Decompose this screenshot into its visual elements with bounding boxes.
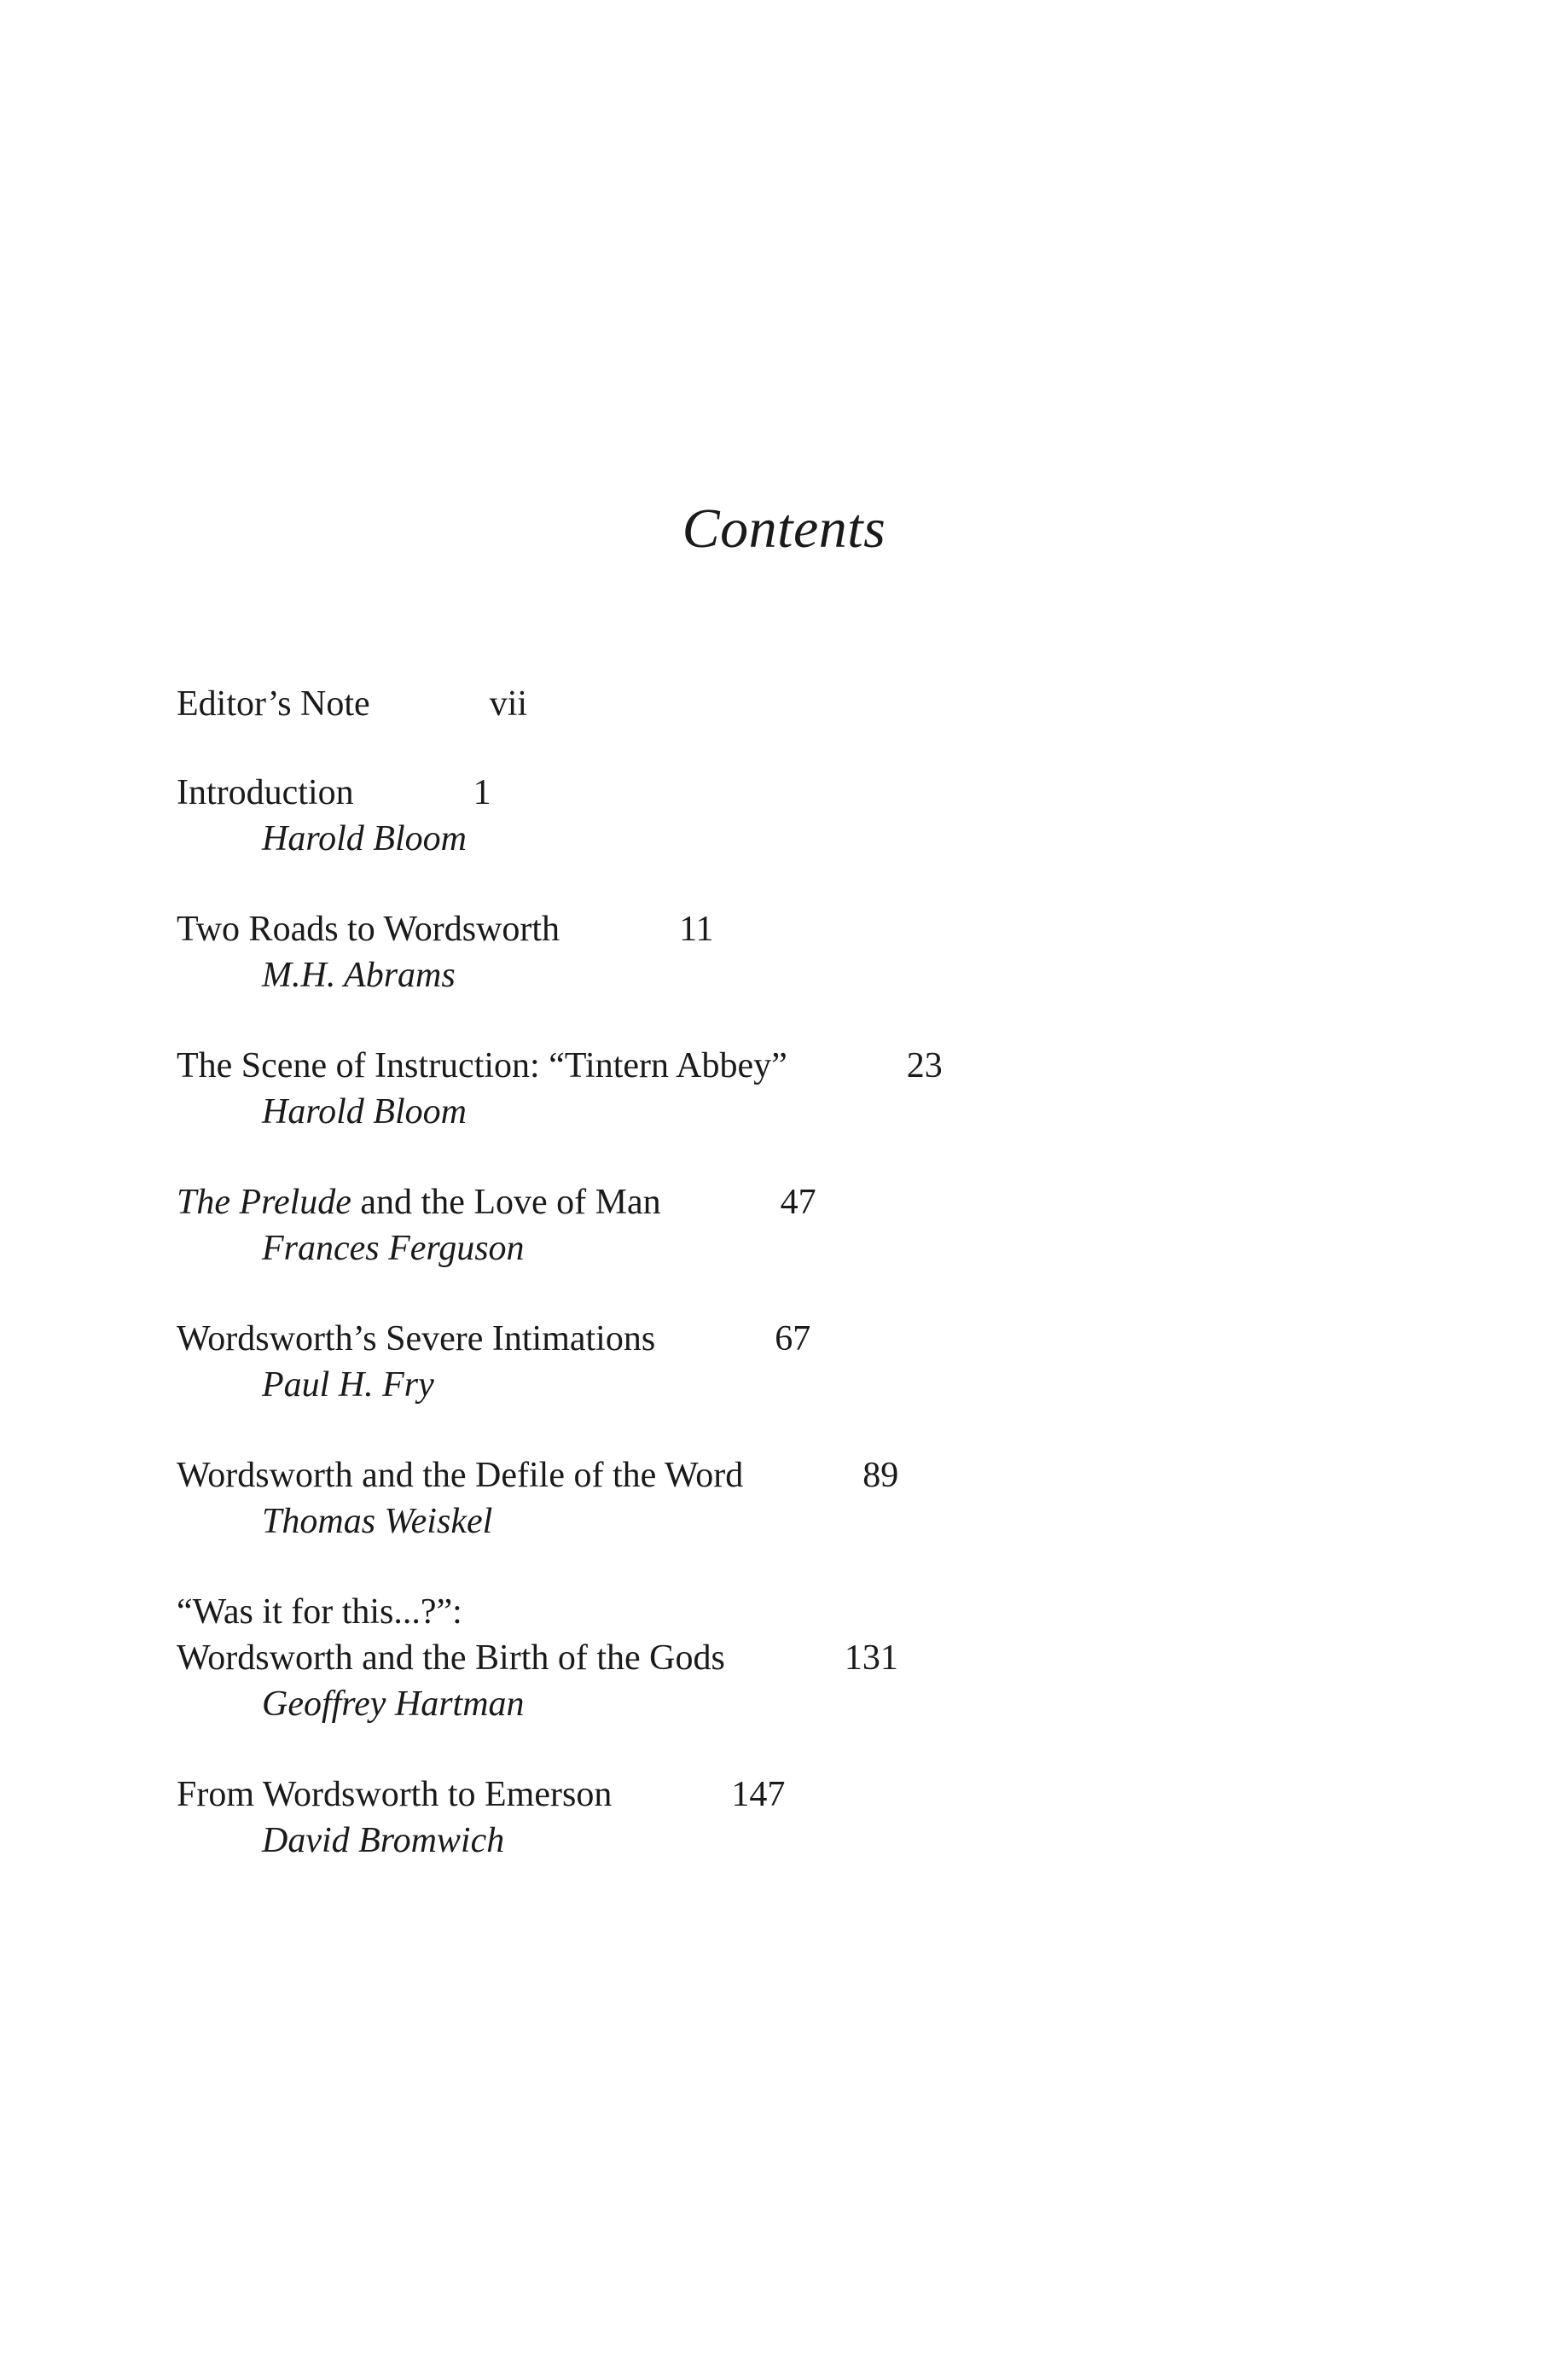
toc-entry-editors-note[interactable] bbox=[177, 681, 527, 727]
entry-page-number: 23 bbox=[906, 1046, 943, 1085]
entry-title-italic: The Prelude bbox=[177, 1183, 351, 1222]
entry-author: Paul H. Fry bbox=[262, 1365, 434, 1405]
entry-title: Wordsworth and the Birth of the Gods bbox=[177, 1638, 725, 1678]
entry-title: Two Roads to Wordsworth bbox=[177, 910, 560, 949]
entry-author: Geoffrey Hartman bbox=[262, 1684, 525, 1724]
entry-page-number: 47 bbox=[780, 1183, 816, 1222]
entry-author: Harold Bloom bbox=[262, 819, 467, 858]
entry-page-number: 131 bbox=[844, 1638, 898, 1678]
toc-entry-severe-intimations[interactable] bbox=[177, 1316, 810, 1408]
toc-entry-defile-of-the-word[interactable] bbox=[177, 1452, 898, 1545]
toc-entry-birth-of-the-gods[interactable] bbox=[177, 1589, 898, 1727]
toc-entry-two-roads[interactable] bbox=[177, 906, 714, 998]
entry-page-number: vii bbox=[489, 684, 528, 724]
entry-author: David Bromwich bbox=[262, 1821, 505, 1860]
entry-author: Thomas Weiskel bbox=[262, 1502, 493, 1541]
toc-entry-wordsworth-to-emerson[interactable] bbox=[177, 1772, 785, 1864]
entry-title: Wordsworth’s Severe Intimations bbox=[177, 1319, 656, 1359]
entry-title-line-1: “Was it for this...?”: bbox=[177, 1592, 462, 1632]
entry-page-number: 1 bbox=[473, 773, 491, 812]
entry-author: M.H. Abrams bbox=[262, 956, 456, 995]
entry-page-number: 67 bbox=[775, 1319, 811, 1359]
entry-author: Frances Ferguson bbox=[262, 1229, 525, 1268]
entry-title: and the Love of Man bbox=[351, 1183, 661, 1222]
entry-title: Introduction bbox=[177, 773, 354, 812]
page-title: Contents bbox=[682, 497, 886, 560]
entry-title: The Scene of Instruction: “Tintern Abbey” bbox=[177, 1046, 787, 1085]
toc-entry-prelude[interactable] bbox=[177, 1179, 816, 1271]
entry-title: From Wordsworth to Emerson bbox=[177, 1775, 613, 1814]
entry-page-number: 11 bbox=[679, 910, 714, 949]
toc-entry-scene-of-instruction[interactable] bbox=[177, 1043, 943, 1135]
toc-entry-introduction[interactable] bbox=[177, 770, 491, 862]
entry-title: Wordsworth and the Defile of the Word bbox=[177, 1456, 744, 1495]
entry-page-number: 89 bbox=[862, 1456, 899, 1495]
entry-title: Editor’s Note bbox=[177, 684, 370, 724]
entry-page-number: 147 bbox=[731, 1775, 786, 1814]
entry-author: Harold Bloom bbox=[262, 1092, 467, 1132]
